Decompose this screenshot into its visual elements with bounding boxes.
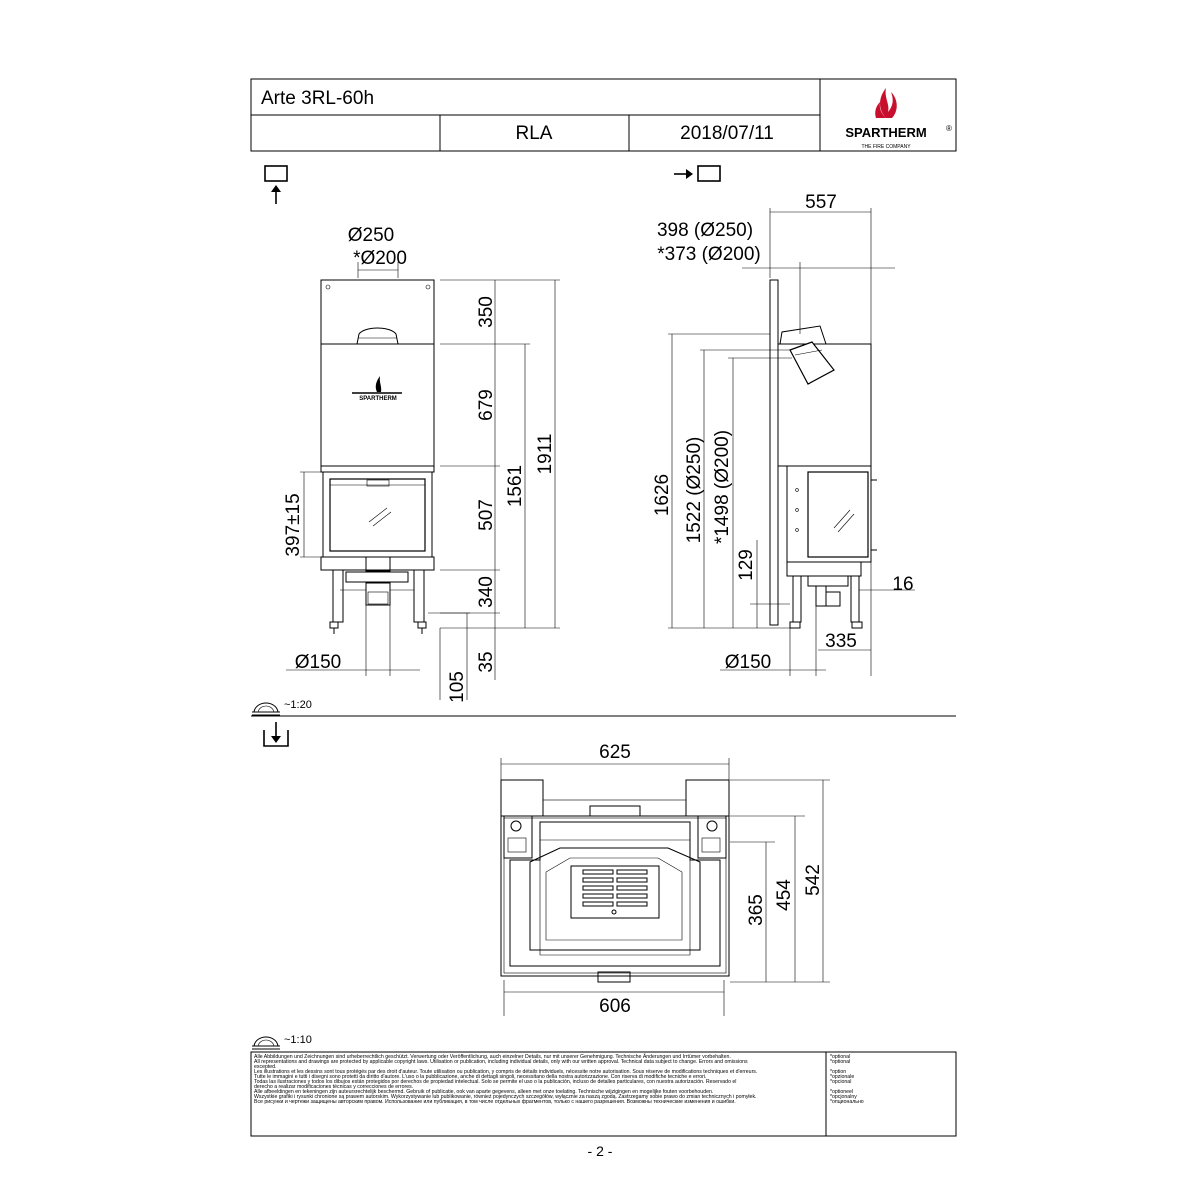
disclaimer-line: excepted.: [254, 1064, 277, 1070]
option-label: *optional: [830, 1059, 851, 1065]
dim-679: 679: [476, 389, 497, 421]
hood-logo: SPARTHERM: [359, 396, 397, 402]
dim-340: 340: [476, 576, 497, 608]
brand-tagline: THE FIRE COMPANY: [861, 144, 911, 150]
option-label: *опционально: [830, 1099, 864, 1105]
scale-top-label: ~1:20: [284, 699, 312, 711]
title-block: [251, 79, 956, 151]
option-label: *optioneel: [830, 1089, 854, 1095]
disclaimer-box: [251, 1052, 956, 1136]
dim-front-150: Ø150: [294, 652, 342, 673]
drawing-date: 2018/07/11: [680, 123, 774, 144]
top-view-symbol: [264, 722, 288, 746]
disclaimer-line: Alle afbeeldingen en tekeningen zijn auteursrechtelijk beschermd. Gebruik of publicatie, ook van aparte gegevens, alleen met onze toelating. Technische wijzigingen en mogelijke fouten voorbehouden.: [254, 1089, 714, 1095]
top-view: [501, 742, 830, 1017]
option-label: *opzionale: [830, 1074, 855, 1080]
scale-indicator-bottom: [252, 1034, 312, 1049]
dim-335: 335: [825, 631, 857, 652]
dim-side-150: Ø150: [724, 652, 772, 673]
dim-365: 365: [746, 894, 767, 926]
dim-557: 557: [805, 192, 837, 213]
dim-542: 542: [803, 864, 824, 896]
brand-logo: [845, 88, 952, 150]
dim-454: 454: [774, 879, 795, 911]
scale-bottom-label: ~1:10: [284, 1034, 312, 1046]
dim-105: 105: [447, 671, 468, 703]
flame-icon: [880, 88, 897, 118]
front-view-symbol: [265, 166, 287, 204]
dim-1626: 1626: [652, 473, 673, 517]
disclaimer-line: Alle Abbildungen und Zeichnungen sind urheberrechtlich geschützt. Verwertung oder Veröffentlichung, auch einzelner Details, nur mit unserer Genehmigung. Technische Änderungen und Irrtümer vorbehalten.: [254, 1054, 731, 1060]
dim-1911: 1911: [535, 433, 556, 475]
disclaimer-line: All representations and drawings are protected by applicable copyright laws. Utilisation or publication, including individual details, only with our written approval. Technical data subject to change. Errors and omissions: [254, 1059, 748, 1065]
disclaimer-line: Tutte le immagini e tutti i disegni sono protetti da diritto d'autore. L'uso o la pubblicazione, anche di dettagli singoli, necessitano della nostra autorizzazione. Con riserva di modifiche tecniche e errori.: [254, 1074, 707, 1080]
front-flue-label-2: *Ø200: [353, 248, 407, 269]
product-title: Arte 3RL-60h: [261, 88, 375, 109]
dim-507: 507: [476, 499, 497, 531]
front-view: [283, 225, 560, 703]
side-view-symbol: [674, 166, 720, 181]
drawing-code: RLA: [515, 123, 553, 144]
dim-1498: *1498 (Ø200): [712, 429, 733, 545]
disclaimer-line: Все рисунки и чертежи защищены авторским правом. Использование или публикация, в том числе отдельных фрагментов, только с нашего разрешения. Возможны технические изменения и ошибки.: [254, 1099, 736, 1105]
option-label: *optional: [830, 1054, 851, 1060]
disclaimer-line: Wszystkie grafiki i rysunki chronione są prawem autorskim. Wykorzystywanie lub publikowanie, również pojedynczych szczegółów, wyłącznie za naszą zgodą. Zastrzegamy sobie prawo do zmian technicznych i pomyłek.: [254, 1094, 757, 1100]
disclaimer-line: derecho a realizar modificaciones técnicas y correcciones de errores.: [254, 1084, 414, 1090]
dim-129: 129: [736, 549, 757, 581]
disclaimer-line: Les illustrations et les dessins sont tous protégés par des droit d'auteur. Toute utilisation ou publication, y compris de détails individuels, nécessite notre autorisation. Sous réserve de modifications techniques et d'erreurs.: [254, 1069, 758, 1075]
dim-625: 625: [599, 742, 631, 763]
dim-1561: 1561: [505, 464, 526, 508]
dim-606: 606: [599, 996, 631, 1017]
registered-mark: ®: [946, 124, 952, 133]
dim-397: 397±15: [283, 493, 304, 557]
dim-373: *373 (Ø200): [657, 244, 761, 265]
scale-indicator-top: [252, 699, 312, 715]
dim-16: 16: [892, 574, 914, 595]
option-label: *opcjonalny: [830, 1094, 857, 1100]
option-label: *opcional: [830, 1079, 852, 1085]
brand-name: SPARTHERM: [845, 125, 927, 140]
dim-398: 398 (Ø250): [656, 220, 754, 241]
disclaimer-line: Todas las ilustraciones y todos los dibujos están protegidos por derechos de propiedad intelectual. Solo se permite el uso o la publicación, incluso de detalles particulares, con nuestra autorización. Reservado el: [254, 1079, 737, 1085]
dim-1522: 1522 (Ø250): [684, 436, 705, 544]
option-label: *option: [830, 1069, 847, 1075]
dim-35: 35: [476, 651, 497, 673]
dim-350: 350: [476, 296, 497, 328]
front-flue-label-1: Ø250: [347, 225, 395, 246]
page-number: - 2 -: [587, 1143, 613, 1159]
side-view: [652, 192, 915, 676]
